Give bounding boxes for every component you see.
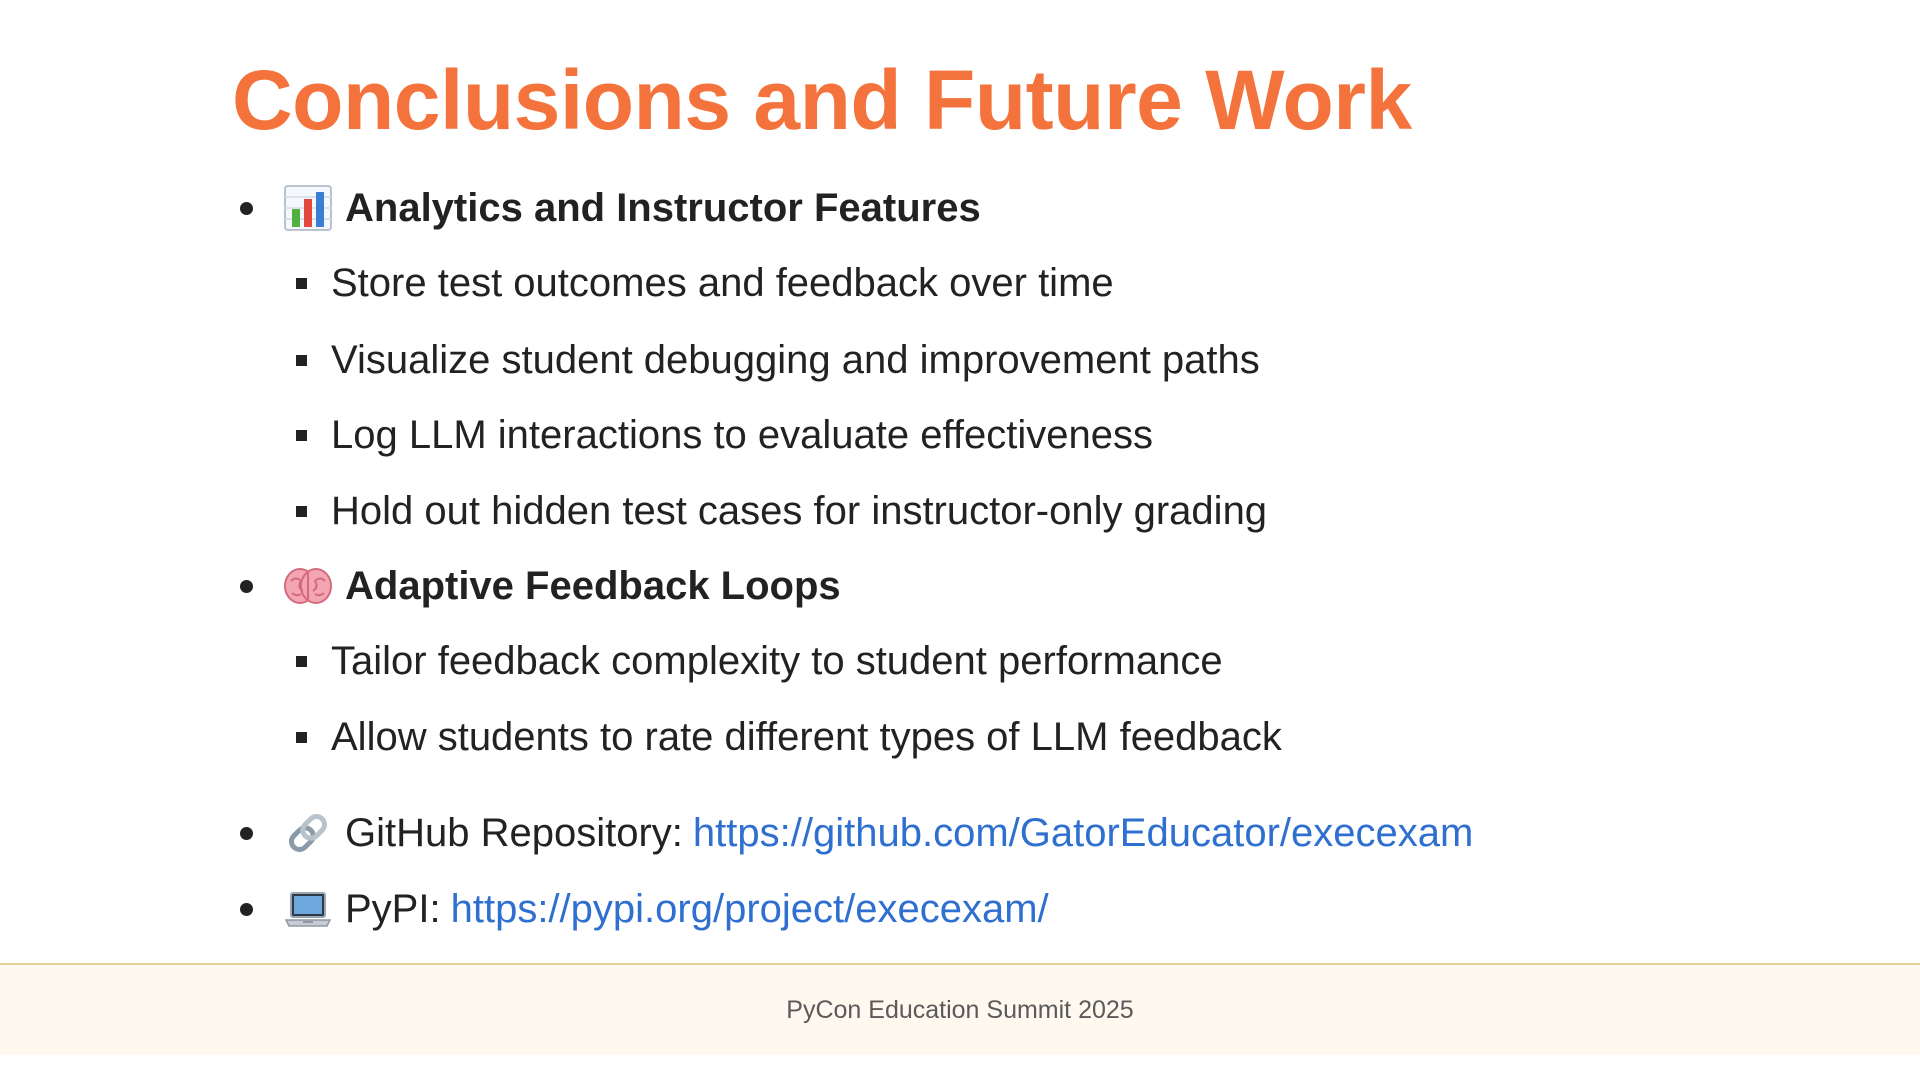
list-item-text: Allow students to rate different types of LLM feedback [331,714,1282,759]
list-item-text: Tailor feedback complexity to student performance [331,638,1223,683]
pypi-link-row [232,879,1049,939]
list-item-text: Log LLM interactions to evaluate effectiveness [331,412,1153,457]
list-item-text: Visualize student debugging and improvement paths [331,337,1260,382]
bullet-square [296,278,307,289]
list-item [290,631,1223,691]
list-item-text: Hold out hidden test cases for instructor-only grading [331,488,1268,533]
laptop-icon [283,884,333,934]
github-repository-link[interactable]: https://github.com/GatorEducator/execexam [692,810,1474,855]
footer [0,963,1920,1055]
list-item [290,253,1114,313]
list-item [290,707,1282,767]
list-item-text: Store test outcomes and feedback over time [331,260,1114,305]
section-heading-analytics [232,178,981,238]
pypi-link[interactable]: https://pypi.org/project/execexam/ [450,886,1049,931]
slide-title: Conclusions and Future Work [232,53,1412,147]
footer-text: PyCon Education Summit 2025 [786,995,1134,1024]
bullet-square [296,355,307,366]
github-label: GitHub Repository: [345,810,683,855]
pypi-label: PyPI: [345,886,441,931]
brain-icon [283,561,333,611]
bullet-square [296,732,307,743]
section-heading-text: Analytics and Instructor Features [345,185,981,230]
list-item [290,405,1153,465]
list-item [290,330,1260,390]
link-icon [283,808,333,858]
bullet-square [296,656,307,667]
section-heading-adaptive [232,556,841,616]
list-item [290,481,1267,541]
bullet-dot [240,903,253,916]
bar-chart-icon [283,183,333,233]
bullet-dot [240,580,253,593]
section-heading-text: Adaptive Feedback Loops [345,563,841,608]
bullet-square [296,506,307,517]
bullet-square [296,430,307,441]
bullet-dot [240,827,253,840]
github-link-row [232,803,1473,863]
bullet-dot [240,202,253,215]
